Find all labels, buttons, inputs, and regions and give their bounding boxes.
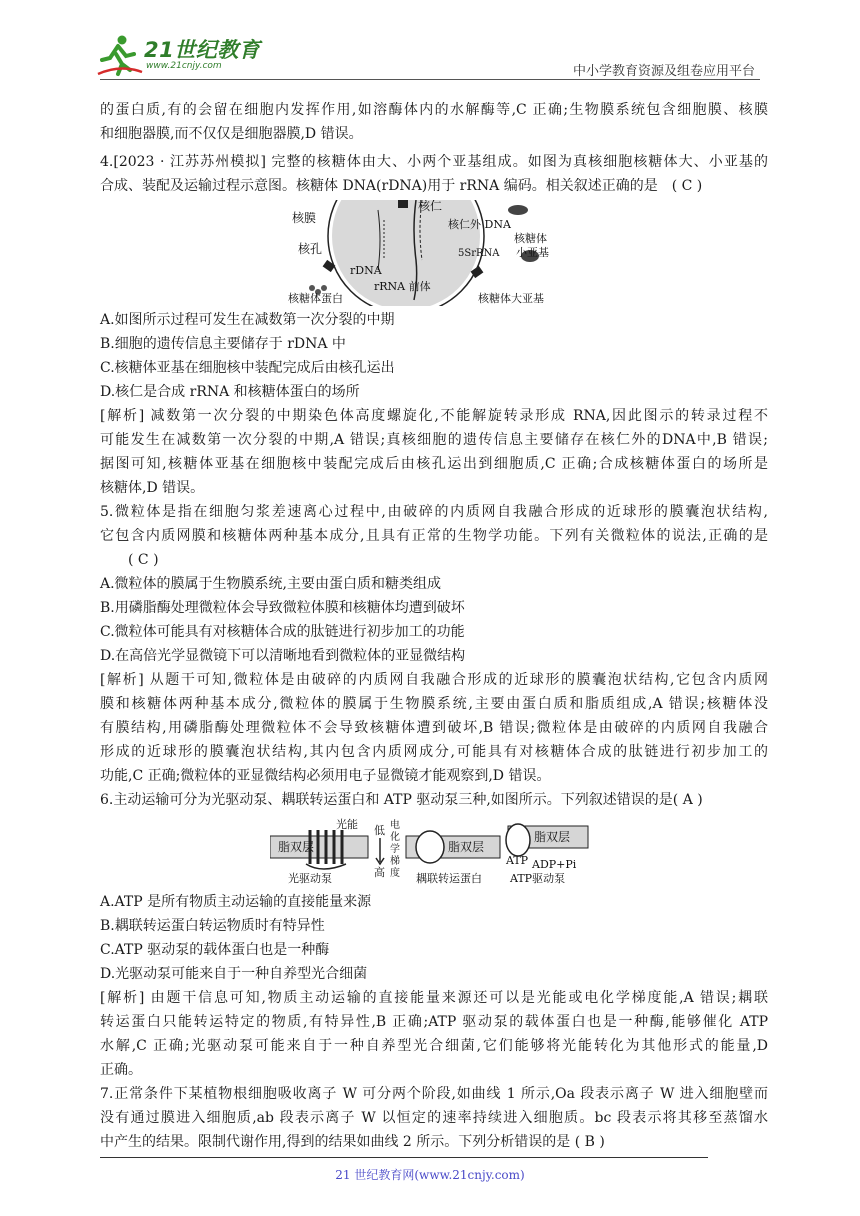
option-d: D.核仁是合成 rRNA 和核糖体蛋白的场所 (100, 384, 360, 400)
label-gradient-3: 学 (390, 844, 400, 855)
analysis-line: 形成的近球形的膜囊泡状结构,其内包含内质网成分,可能具有对核糖体合成的肽链进行初步加工的 (100, 744, 768, 760)
footer-divider (100, 1157, 708, 1158)
option-a: A.微粒体的膜属于生物膜系统,主要由蛋白质和糖类组成 (100, 576, 442, 592)
question-5-answer: ( C ) (128, 552, 159, 568)
option-c: C.核糖体亚基在细胞核中装配完成后由核孔运出 (100, 360, 395, 376)
option-d: D.在高倍光学显微镜下可以清晰地看到微粒体的亚显微结构 (100, 648, 466, 664)
label-atp-pump: ATP驱动泵 (510, 872, 566, 885)
label-high: 高 (374, 866, 385, 879)
label-ribosome: 核糖体 (514, 232, 547, 245)
label-gradient-1: 电 (390, 820, 400, 831)
footer-link[interactable]: 21 世纪教育网(www.21cnjy.com) (335, 1168, 525, 1182)
analysis-line: 正确。 (100, 1062, 142, 1078)
header-divider (100, 79, 760, 80)
label-light-energy: 光能 (336, 818, 358, 831)
ribosome-diagram (288, 200, 556, 306)
question-7-stem: 中产生的结果。限制代谢作用,得到的结果如曲线 2 所示。下列分析错误的是 ( B ) (100, 1134, 605, 1150)
option-b: B.细胞的遗传信息主要储存于 rDNA 中 (100, 336, 346, 352)
label-rdna: rDNA (350, 264, 382, 277)
option-d: D.光驱动泵可能来自于一种自养型光合细菌 (100, 966, 368, 982)
transport-figure (100, 818, 768, 888)
text-line: 和细胞器膜,而不仅仅是细胞器膜,D 错误。 (100, 126, 363, 142)
active-transport-diagram (270, 818, 590, 888)
analysis-line: 可能发生在减数第一次分裂的中期,A 错误;真核细胞的遗传信息主要储存在核仁外的DNA中,B 错误; (100, 432, 768, 448)
analysis-line: [解析] 减数第一次分裂的中期染色体高度螺旋化,不能解旋转录形成 RNA,因此图示的转录过程不 (100, 408, 768, 424)
label-coupled-transporter: 耦联转运蛋白 (416, 872, 482, 885)
question-5-stem: 它包含内质网膜和核糖体两种基本成分,且具有正常的生物学功能。下列有关微粒体的说法,正确的是 (100, 528, 768, 544)
question-7-stem: 没有通过膜进入细胞质,ab 段表示离子 W 以恒定的速率持续进入细胞质。bc 段表示将其移至蒸馏水 (100, 1110, 768, 1126)
label-atp: ATP (506, 854, 529, 867)
label-adp-pi: ADP+Pi (532, 858, 577, 871)
question-4-stem: 合成、装配及运输过程示意图。核糖体 DNA(rDNA)用于 rRNA 编码。相关叙述正确的是 ( C ) (100, 178, 703, 194)
question-6-stem: 6.主动运输可分为光驱动泵、耦联转运蛋白和 ATP 驱动泵三种,如图所示。下列叙述错误的是( A ) (100, 792, 703, 808)
option-a: A.如图所示过程可发生在减数第一次分裂的中期 (100, 312, 395, 328)
option-b: B.用磷脂酶处理微粒体会导致微粒体膜和核糖体均遭到破坏 (100, 600, 465, 616)
label-gradient-2: 化 (390, 832, 400, 843)
label-nuclear-membrane: 核膜 (292, 211, 317, 225)
logo-url: www.21cnjy.com (146, 61, 222, 71)
question-4-stem: 4.[2023 · 江苏苏州模拟] 完整的核糖体由大、小两个亚基组成。如图为真核细胞核糖体大、小亚基的 (100, 154, 768, 170)
page-header (0, 0, 860, 82)
document-body (100, 98, 768, 1154)
analysis-line: 膜和核糖体两种基本成分,微粒体的膜属于生物膜系统,主要由蛋白质和脂质组成,A 错误;核糖体没 (100, 696, 768, 712)
label-lipid-bilayer-1: 脂双层 (278, 840, 315, 854)
label-light-pump: 光驱动泵 (288, 872, 332, 885)
label-rrna-precursor: rRNA 前体 (374, 280, 431, 293)
label-large-subunit: 核糖体大亚基 (478, 292, 544, 305)
question-7-stem: 7.正常条件下某植物根细胞吸收离子 W 可分两个阶段,如曲线 1 所示,Oa 段表示离子 W 进入细胞壁而 (100, 1086, 768, 1102)
logo-title: 21世纪教育 (144, 38, 261, 62)
text-line: 的蛋白质,有的会留在细胞内发挥作用,如溶酶体内的水解酶等,C 正确;生物膜系统包含细胞膜、核膜 (100, 102, 768, 118)
question-5-stem: 5.微粒体是指在细胞匀浆差速离心过程中,由破碎的内质网自我融合形成的近球形的膜囊泡状结构, (100, 504, 768, 520)
option-c: C.ATP 驱动泵的载体蛋白也是一种酶 (100, 942, 330, 958)
label-low: 低 (374, 824, 385, 837)
label-extranucleolar-dna: 核仁外 DNA (448, 218, 511, 231)
option-c: C.微粒体可能具有对核糖体合成的肽链进行初步加工的功能 (100, 624, 465, 640)
platform-title: 中小学教育资源及组卷应用平台 (572, 64, 755, 79)
label-ribosomal-protein: 核糖体蛋白 (288, 292, 343, 305)
runner-logo-icon (96, 34, 144, 78)
label-gradient-5: 度 (390, 868, 400, 879)
ribosome-figure (100, 200, 768, 306)
analysis-line: [解析] 由题干信息可知,物质主动运输的直接能量来源还可以是光能或电化学梯度能,A 错误;耦联 (100, 990, 768, 1006)
label-5s-rrna: 5SrRNA (458, 248, 500, 259)
analysis-line: 转运蛋白只能转运特定的物质,有特异性,B 正确;ATP 驱动泵的载体蛋白也是一种酶,能够催化 ATP (100, 1014, 768, 1030)
label-lipid-bilayer-2: 脂双层 (448, 840, 485, 854)
analysis-line: 据图可知,核糖体亚基在细胞核中装配完成后由核孔运出到细胞质,C 正确;合成核糖体蛋白的场所是 (100, 456, 768, 472)
analysis-line: 有膜结构,用磷脂酶处理微粒体不会导致核糖体遭到破坏,B 错误;微粒体是由破碎的内质网自我融合 (100, 720, 768, 736)
analysis-line: [解析] 从题干可知,微粒体是由破碎的内质网自我融合形成的近球形的膜囊泡状结构,它包含内质网 (100, 672, 768, 688)
analysis-line: 核糖体,D 错误。 (100, 480, 205, 496)
option-b: B.耦联转运蛋白转运物质时有特异性 (100, 918, 325, 934)
label-lipid-bilayer-3: 脂双层 (534, 830, 571, 844)
label-small-subunit: 小亚基 (516, 246, 549, 259)
analysis-line: 水解,C 正确;光驱动泵可能来自于一种自养型光合细菌,它们能够将光能转化为其他形式的能量,D (100, 1038, 768, 1054)
option-a: A.ATP 是所有物质主动运输的直接能量来源 (100, 894, 372, 910)
analysis-line: 功能,C 正确;微粒体的亚显微结构必须用电子显微镜才能观察到,D 错误。 (100, 768, 551, 784)
label-nuclear-pore: 核孔 (298, 242, 323, 256)
site-logo[interactable] (96, 34, 266, 78)
label-nucleolus: 核仁 (418, 200, 443, 213)
label-gradient-4: 梯 (390, 856, 400, 867)
